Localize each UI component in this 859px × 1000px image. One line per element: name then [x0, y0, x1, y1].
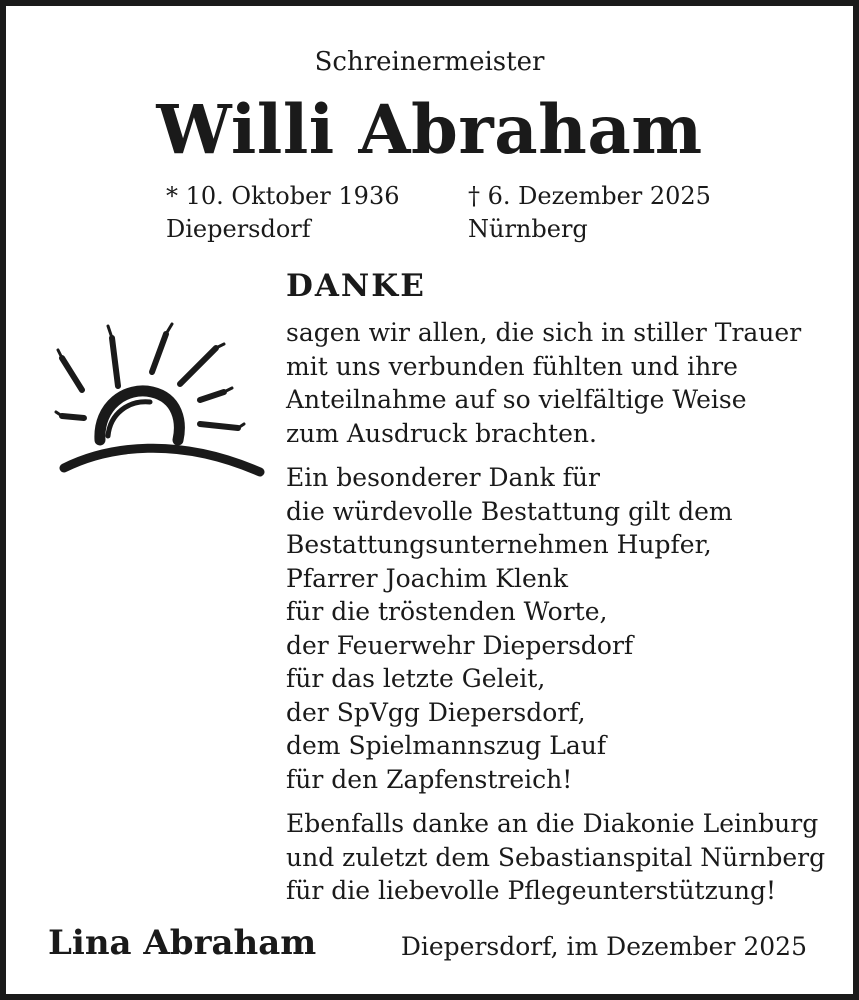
text-line: Pfarrer Joachim Klenk: [286, 563, 569, 593]
text-line: mit uns verbunden fühlten und ihre: [286, 351, 738, 381]
death-place: Nürnberg: [468, 215, 588, 243]
text-line: für die liebevolle Pflegeunterstützung!: [286, 876, 777, 905]
text-line: zum Ausdruck brachten.: [286, 418, 597, 448]
rising-sun-icon: [48, 318, 268, 478]
text-line: Bestattungsunternehmen Hupfer,: [286, 530, 712, 559]
birth-place: Diepersdorf: [166, 215, 311, 243]
place-date: Diepersdorf, im Dezember 2025: [400, 932, 807, 961]
thanks-heading: DANKE: [286, 268, 426, 304]
text-line: für die tröstenden Worte,: [286, 597, 608, 626]
deceased-name: Willi Abraham: [156, 90, 703, 169]
birth-date: * 10. Oktober 1936: [166, 182, 400, 210]
text-line: der Feuerwehr Diepersdorf: [286, 630, 634, 660]
text-line: und zuletzt dem Sebastianspital Nürnberg: [286, 842, 826, 872]
occupation-title: Schreinermeister: [314, 47, 545, 77]
message-paragraph: [286, 807, 825, 908]
message-body: [286, 316, 825, 919]
text-line: für das letzte Geleit,: [286, 664, 546, 693]
text-line: Ein besonderer Dank für: [286, 463, 600, 492]
text-line: Anteilnahme auf so vielfältige Weise: [286, 385, 747, 414]
message-paragraph: [286, 461, 825, 796]
text-line: Ebenfalls danke an die Diakonie Leinburg: [286, 809, 819, 838]
text-line: für den Zapfenstreich!: [286, 764, 573, 794]
text-line: dem Spielmannszug Lauf: [286, 731, 607, 760]
death-date: † 6. Dezember 2025: [468, 182, 711, 210]
birth-info: [166, 180, 399, 246]
message-paragraph: [286, 316, 825, 450]
signature-name: Lina Abraham: [48, 923, 317, 963]
text-line: sagen wir allen, die sich in stiller Trauer: [286, 318, 802, 347]
text-line: der SpVgg Diepersdorf,: [286, 697, 586, 727]
death-info: [468, 180, 711, 246]
text-line: die würdevolle Bestattung gilt dem: [286, 496, 733, 526]
